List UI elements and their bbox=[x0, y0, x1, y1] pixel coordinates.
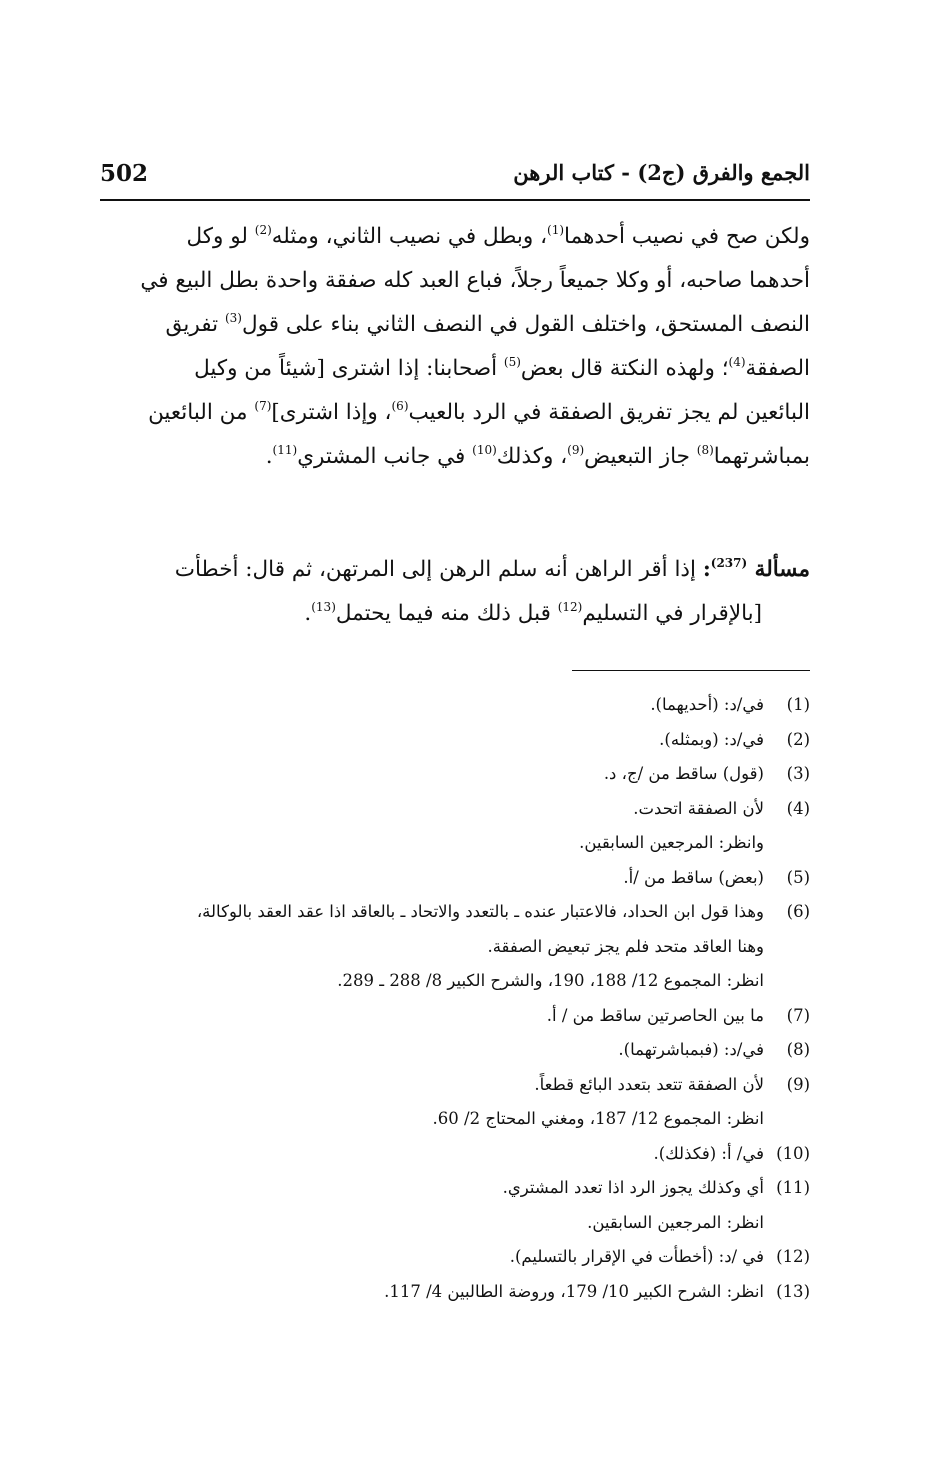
footnote-text: وهنا العاقد متحد فلم يجز تبعيض الصفقة. bbox=[487, 936, 764, 956]
footnote-text: في/د: (وبمثله). bbox=[659, 729, 764, 749]
footnote bbox=[80, 999, 810, 1034]
footnote-ref: (9) bbox=[567, 443, 585, 457]
footnote-ref: (7) bbox=[254, 399, 272, 413]
footnote-text: انظر: المجموع 12/ 187، ومغني المحتاج 2/ 60. bbox=[432, 1109, 764, 1128]
text-line: بمباشرتهما$^{(8)}$ جاز التبعيض$^{(9)}$، وكذلك$^{(10)}$ في جانب المشتري$^{(11)}$. bbox=[265, 443, 810, 469]
masala-first-line bbox=[100, 548, 810, 592]
footnote-number: (5) bbox=[786, 867, 810, 887]
footnote-text: أي وكذلك يجوز الرد اذا تعدد المشتري. bbox=[502, 1178, 764, 1197]
masala-label: مسألة $^{(237)}$: bbox=[702, 556, 810, 582]
footnotes bbox=[80, 688, 810, 1309]
text-line: الصفقة$^{(4)}$؛ ولهذه النكتة قال بعض$^{(5)}$ أصحابنا: إذا اشترى [شيئاً من وكيل bbox=[194, 355, 810, 381]
running-title: الجمع والفرق (ج2) - كتاب الرهن bbox=[513, 160, 810, 185]
footnote-ref: (8) bbox=[696, 443, 714, 457]
footnote-text: في/د: (أحديهما). bbox=[650, 695, 764, 714]
footnote-ref: (12) bbox=[557, 600, 583, 614]
footnote-text: (قول) ساقط من /ج، د. bbox=[603, 764, 764, 783]
footnote-ref: (237) bbox=[710, 556, 748, 570]
masala-text: إذا أقر الراهن أنه سلم الرهن إلى المرتهن، ثم قال: أخطأت bbox=[174, 557, 696, 582]
footnote-number: (7) bbox=[786, 1005, 810, 1025]
footnote bbox=[80, 757, 810, 792]
text-line: أحدهما صاحبه، أو وكلا جميعاً رجلاً، فباع العبد كله صفقة واحدة بطل البيع في bbox=[140, 268, 810, 293]
footnote-ref: (2) bbox=[254, 223, 272, 237]
footnote-number: (8) bbox=[786, 1040, 810, 1059]
footnote bbox=[80, 1033, 810, 1068]
text-line: البائعين لم يجز تفريق الصفقة في الرد بالعيب$^{(6)}$، وإذا اشترى]$^{(7)}$ من البائعين bbox=[148, 399, 810, 425]
page-header bbox=[100, 160, 810, 196]
footnote bbox=[80, 723, 810, 758]
text-line: ولكن صح في نصيب أحدهما$^{(1)}$، وبطل في نصيب الثاني، ومثله$^{(2)}$ لو وكل bbox=[186, 223, 810, 249]
footnote-text: انظر: المرجعين السابقين. bbox=[587, 1212, 764, 1232]
footnote bbox=[80, 792, 810, 861]
footnote-ref: (1) bbox=[547, 223, 565, 237]
footnote bbox=[80, 1137, 810, 1172]
footnote-number: (12) bbox=[776, 1247, 810, 1266]
footnote-number: (9) bbox=[786, 1074, 810, 1094]
footnote-text: لأن الصفقة اتحدت. bbox=[633, 798, 764, 818]
text-line: النصف المستحق، واختلف القول في النصف الثاني بناء على قول$^{(3)}$ تفريق bbox=[165, 311, 810, 337]
footnote bbox=[80, 861, 810, 896]
footnote-ref: (3) bbox=[224, 311, 242, 325]
footnote bbox=[80, 1240, 810, 1275]
footnote-number: (1) bbox=[786, 695, 810, 714]
footnote-ref: (5) bbox=[503, 355, 521, 369]
footnote-number: (2) bbox=[786, 729, 810, 749]
footnote-ref: (10) bbox=[472, 443, 497, 457]
page-number: 502 bbox=[100, 160, 149, 187]
footnote-number: (6) bbox=[786, 902, 810, 921]
masala-second-line: [بالإقرار في التسليم$^{(12)}$ قبل ذلك منه فيما يحتمل$^{(13)}$. bbox=[304, 600, 762, 626]
footnote-ref: (13) bbox=[311, 600, 336, 614]
footnote-ref: (11) bbox=[272, 443, 298, 457]
footnote-text: ما بين الحاصرتين ساقط من / أ. bbox=[546, 1005, 764, 1025]
footnote-number: (10) bbox=[776, 1143, 810, 1163]
footnote-text: في /د: (أخطأت في الإقرار بالتسليم). bbox=[509, 1247, 764, 1266]
footnote-text: انظر: الشرح الكبير 10/ 179، وروضة الطالبين 4/ 117. bbox=[384, 1281, 764, 1301]
footnote-number: (4) bbox=[786, 798, 810, 818]
footnote-text: وانظر: المرجعين السابقين. bbox=[579, 833, 764, 852]
masala-section bbox=[100, 548, 810, 636]
footnote-ref: (4) bbox=[728, 355, 746, 369]
footnote-text: في/د: (فبمباشرتهما). bbox=[618, 1040, 764, 1059]
footnote-text: انظر: المجموع 12/ 188، 190، والشرح الكبير 8/ 288 ـ 289. bbox=[337, 971, 764, 990]
footnote-text: في/ أ: (فكذلك). bbox=[653, 1143, 764, 1163]
footnote-number: (3) bbox=[786, 764, 810, 783]
footnote-text: لأن الصفقة تتعد بتعدد البائع قطعاً. bbox=[534, 1074, 764, 1094]
main-text bbox=[100, 215, 810, 479]
footnote-text: وهذا قول ابن الحداد، فالاعتبار عنده ـ بالتعدد والاتحاد ـ بالعاقد اذا عقد العقد بالوكالة، bbox=[196, 902, 764, 921]
footnote bbox=[80, 1171, 810, 1240]
footnote bbox=[80, 1068, 810, 1137]
footnote bbox=[80, 1275, 810, 1310]
header-rule bbox=[100, 199, 810, 201]
footnote bbox=[80, 895, 810, 999]
footnote bbox=[80, 688, 810, 723]
footnote-number: (11) bbox=[776, 1178, 810, 1197]
footnote-rule bbox=[572, 670, 810, 671]
footnote-number: (13) bbox=[776, 1281, 810, 1301]
footnote-ref: (6) bbox=[391, 399, 409, 413]
footnote-text: (بعض) ساقط من /أ. bbox=[623, 867, 764, 887]
